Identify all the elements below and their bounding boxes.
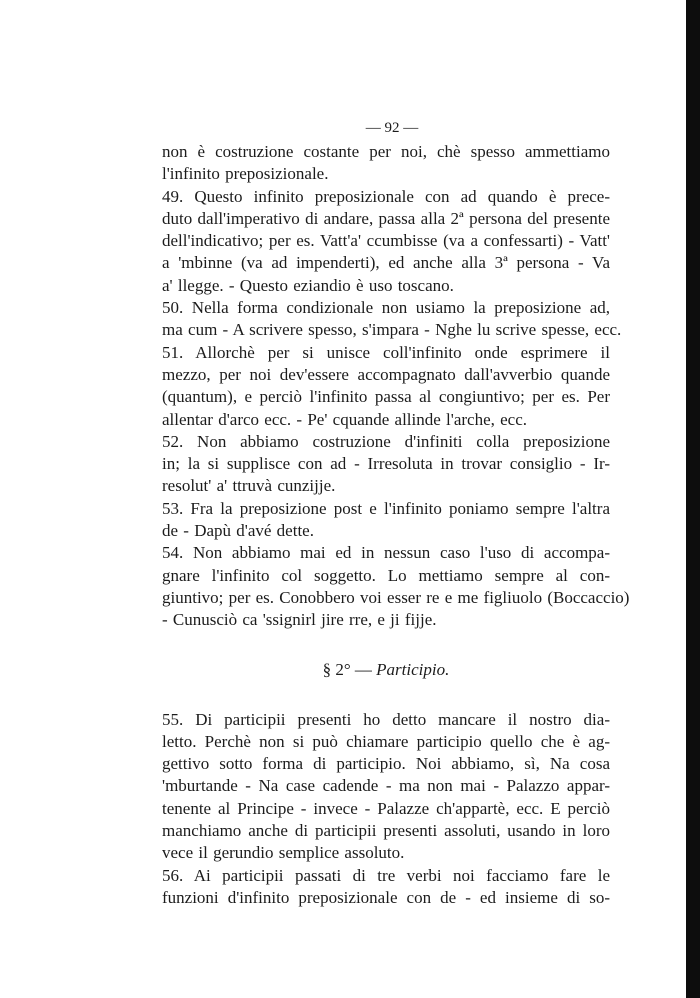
text-line: in; la si supplisce con ad - Irresoluta in trovar consiglio - Ir- xyxy=(162,454,610,474)
text-line: - Cunusciò ca 'ssignirl jire rre, e ji fijje. xyxy=(162,610,437,630)
text-line: a 'mbinne (va ad impenderti), ed anche alla 3ª persona - Va xyxy=(162,253,610,273)
paragraph-50 xyxy=(162,297,622,342)
text-line: dell'indicativo; per es. Vatt'a' ccumbisse (va a confessarti) - Vatt' xyxy=(162,231,610,251)
section-title: Participio. xyxy=(376,659,450,679)
page-number: — 92 — xyxy=(365,120,419,136)
text-line: 'mburtande - Na case cadende - ma non mai - Palazzo appar- xyxy=(162,776,610,796)
paragraph-49 xyxy=(162,186,610,297)
paragraph-54 xyxy=(162,542,630,631)
paragraph-52 xyxy=(162,431,610,498)
text-line: 54. Non abbiamo mai ed in nessun caso l'uso di accompa- xyxy=(162,543,610,563)
text-line: giuntivo; per es. Conobbero voi esser re e me figliuolo (Boccaccio) xyxy=(162,587,630,607)
text-line: 49. Questo infinito preposizionale con ad quando è prece- xyxy=(162,186,610,206)
text-line: a' llegge. - Questo eziandio è uso toscano. xyxy=(162,275,454,295)
paragraph-56 xyxy=(162,865,610,910)
section-heading xyxy=(162,658,610,682)
text-line: non è costruzione costante per noi, chè spesso ammettiamo xyxy=(162,142,610,161)
text-line: letto. Perchè non si può chiamare participio quello che è ag- xyxy=(162,731,610,751)
text-line: ma cum - A scrivere spesso, s'impara - Nghe lu scrive spesse, ecc. xyxy=(162,320,622,340)
text-line: 52. Non abbiamo costruzione d'infiniti colla preposizione xyxy=(162,431,610,451)
text-line: duto dall'imperativo di andare, passa alla 2ª persona del presente xyxy=(162,208,610,228)
text-line: gettivo sotto forma di participio. Noi abbiamo, sì, Na cosa xyxy=(162,754,610,774)
text-line: 56. Ai participii passati di tre verbi noi facciamo fare le xyxy=(162,865,610,885)
text-line: vece il gerundio semplice assoluto. xyxy=(162,843,405,863)
text-line: 50. Nella forma condizionale non usiamo la preposizione ad, xyxy=(162,298,610,318)
paragraph-53 xyxy=(162,498,610,543)
text-line: (quantum), e perciò l'infinito passa al congiuntivo; per es. Per xyxy=(162,387,610,407)
section-number: § 2° — xyxy=(322,659,372,679)
text-line: funzioni d'infinito preposizionale con de - ed insieme di so- xyxy=(162,887,610,907)
text-line: de - Dapù d'avé dette. xyxy=(162,521,314,541)
text-line: gnare l'infinito col soggetto. Lo mettiamo sempre al con- xyxy=(162,565,610,585)
text-line: l'infinito preposizionale. xyxy=(162,164,329,184)
text-line: resolut' a' ttruvà cunzijje. xyxy=(162,476,336,496)
text-line: mezzo, per noi dev'essere accompagnato dall'avverbio quande xyxy=(162,364,610,384)
text-line: 51. Allorchè per si unisce coll'infinito onde esprimere il xyxy=(162,342,610,362)
text-line: 53. Fra la preposizione post e l'infinito poniamo sempre l'altra xyxy=(162,498,610,518)
page-text xyxy=(162,117,630,909)
scan-page-edge xyxy=(686,0,700,998)
paragraph-51 xyxy=(162,342,610,431)
paragraph-55 xyxy=(162,709,610,865)
paragraph-intro xyxy=(162,141,610,186)
text-line: allentar d'arco ecc. - Pe' cquande allinde l'arche, ecc. xyxy=(162,409,528,429)
text-line: tenente al Principe - invece - Palazze ch'appartè, ecc. E perciò xyxy=(162,798,610,818)
text-line: 55. Di participii presenti ho detto mancare il nostro dia- xyxy=(162,709,610,729)
text-line: manchiamo anche di participii presenti assoluti, usando in loro xyxy=(162,821,610,841)
